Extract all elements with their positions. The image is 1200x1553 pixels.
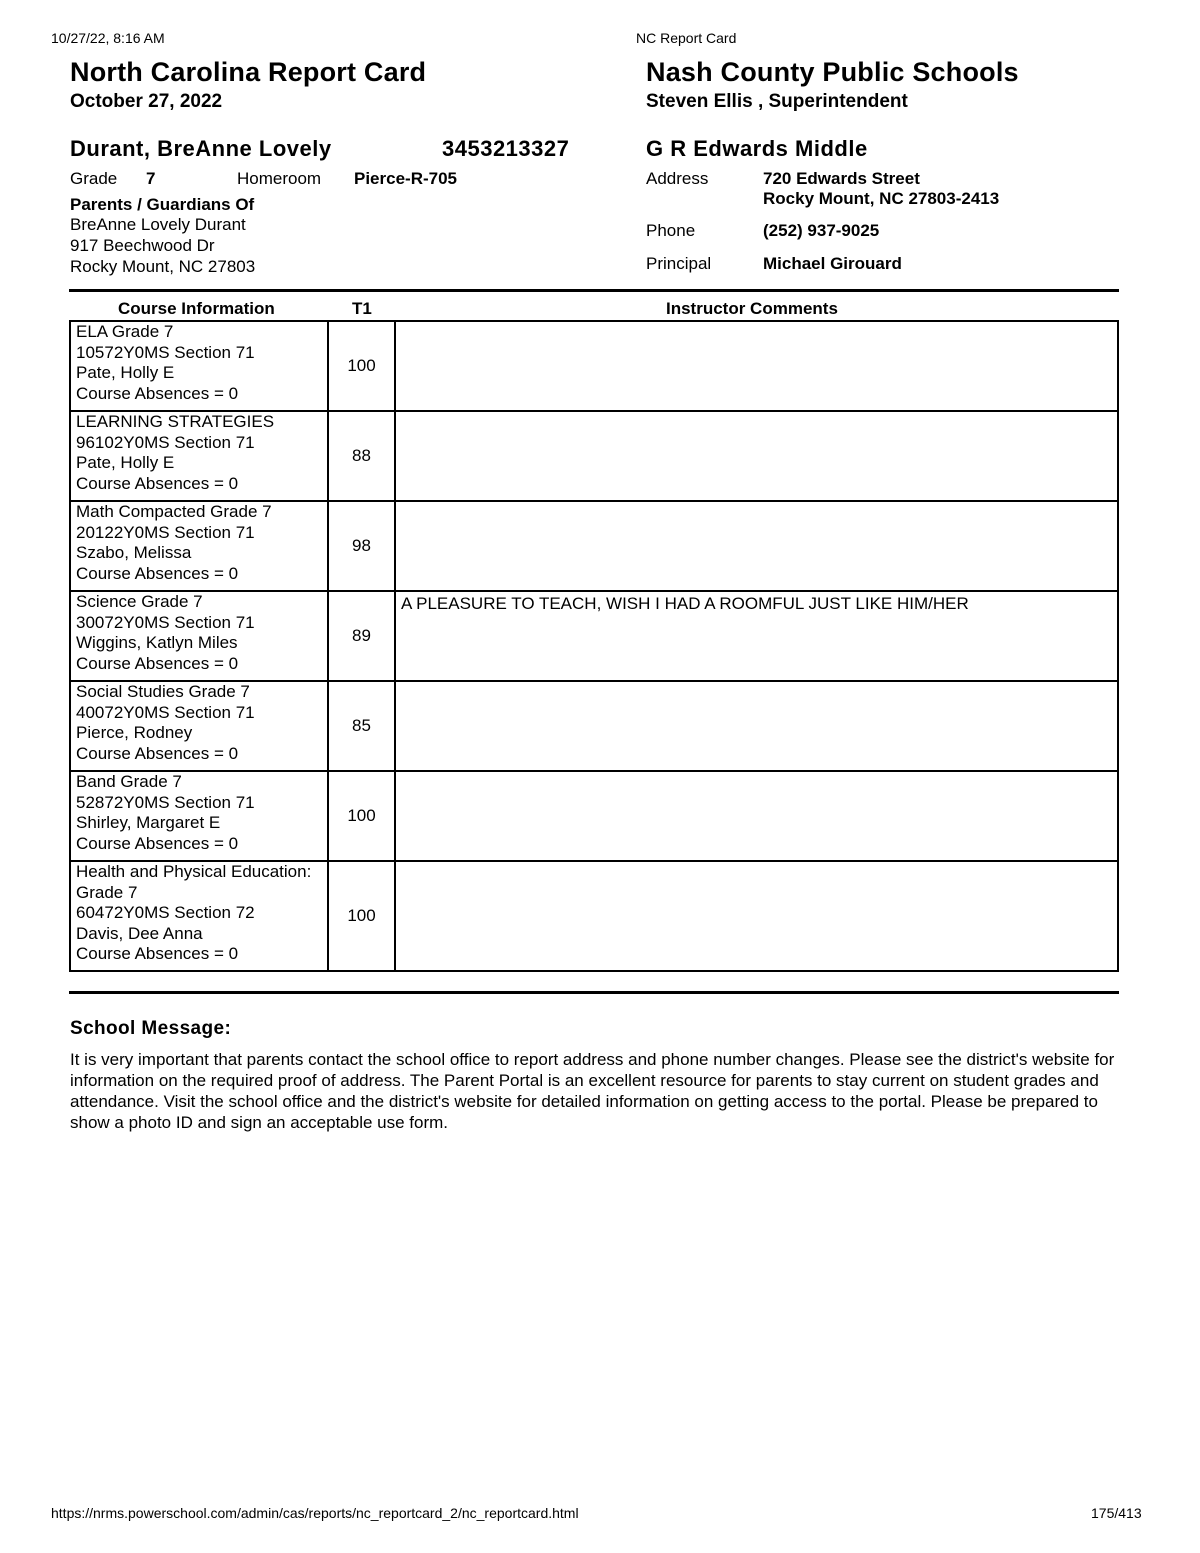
course-absences: Course Absences = 0	[76, 653, 239, 673]
col-header-comments: Instructor Comments	[666, 299, 838, 318]
course-info-cell	[70, 411, 328, 501]
report-date: October 27, 2022	[70, 91, 223, 112]
instructor-comment	[395, 411, 1118, 501]
print-datetime: 10/27/22, 8:16 AM	[51, 30, 165, 46]
header-divider	[69, 289, 1119, 292]
grade-value: 7	[146, 169, 156, 188]
instructor-comment	[395, 321, 1118, 411]
course-name: Band Grade 7	[76, 772, 182, 791]
table-row	[70, 411, 1118, 501]
print-page-number: 175/413	[1091, 1505, 1142, 1521]
instructor-comment	[395, 681, 1118, 771]
address-label: Address	[646, 169, 709, 188]
district-name: Nash County Public Schools	[646, 57, 1019, 87]
course-absences: Course Absences = 0	[76, 944, 239, 963]
t1-grade: 100	[328, 861, 395, 971]
course-section: 20122Y0MS Section 71	[76, 522, 255, 542]
course-table	[69, 320, 1119, 972]
course-teacher: Davis, Dee Anna	[76, 923, 203, 943]
course-info-cell	[70, 681, 328, 771]
course-section: 96102Y0MS Section 71	[76, 432, 255, 452]
school-phone: (252) 937-9025	[763, 221, 880, 240]
course-absences: Course Absences = 0	[76, 743, 239, 763]
phone-label: Phone	[646, 221, 696, 240]
course-info-cell	[70, 591, 328, 681]
course-section: 52872Y0MS Section 71	[76, 792, 255, 812]
course-info-cell	[70, 501, 328, 591]
parent-name: BreAnne Lovely Durant	[70, 215, 246, 234]
course-info-cell	[70, 321, 328, 411]
course-absences: Course Absences = 0	[76, 383, 239, 403]
superintendent: Steven Ellis , Superintendent	[646, 91, 908, 112]
t1-grade: 85	[328, 681, 395, 771]
parent-city: Rocky Mount, NC 27803	[70, 257, 256, 276]
instructor-comment	[395, 501, 1118, 591]
course-teacher: Szabo, Melissa	[76, 543, 192, 562]
course-name-cont: Grade 7	[76, 882, 138, 902]
principal-name: Michael Girouard	[763, 254, 902, 273]
course-name: Health and Physical Education:	[76, 862, 312, 881]
course-section: 40072Y0MS Section 71	[76, 702, 255, 722]
course-section: 30072Y0MS Section 71	[76, 612, 255, 632]
school-address-line2: Rocky Mount, NC 27803-2413	[763, 189, 1000, 208]
table-row	[70, 771, 1118, 861]
course-absences: Course Absences = 0	[76, 473, 239, 493]
course-info-cell	[70, 771, 328, 861]
grade-label: Grade	[70, 169, 118, 188]
homeroom-value: Pierce-R-705	[354, 169, 458, 188]
student-name: Durant, BreAnne Lovely	[70, 136, 332, 161]
course-section: 10572Y0MS Section 71	[76, 342, 255, 362]
course-section: 60472Y0MS Section 72	[76, 903, 255, 922]
t1-grade: 100	[328, 321, 395, 411]
course-name: Science Grade 7	[76, 592, 203, 611]
table-row	[70, 861, 1118, 971]
course-name: Math Compacted Grade 7	[76, 502, 272, 521]
table-row	[70, 681, 1118, 771]
table-bottom-divider	[69, 991, 1119, 994]
course-name: LEARNING STRATEGIES	[76, 412, 275, 431]
course-teacher: Pierce, Rodney	[76, 723, 193, 742]
print-page-title: NC Report Card	[636, 30, 737, 46]
table-row	[70, 321, 1118, 411]
table-row	[70, 591, 1118, 681]
school-message-body: It is very important that parents contact the school office to report address and phone number changes. Please see the district's website for information on the required proof of address. The Parent Portal is an excellent resource for parents to stay current on student grades and attendance. Visit the school office and the district's website for detailed information on getting access to the portal. Please be prepared to show a photo ID and sign an acceptable use form.	[70, 1050, 1115, 1132]
school-name: G R Edwards Middle	[646, 136, 868, 161]
t1-grade: 98	[328, 501, 395, 591]
course-absences: Course Absences = 0	[76, 563, 239, 583]
school-address-line1: 720 Edwards Street	[763, 169, 920, 188]
col-header-t1: T1	[352, 299, 372, 318]
parent-street: 917 Beechwood Dr	[70, 236, 215, 255]
course-teacher: Wiggins, Katlyn Miles	[76, 633, 238, 652]
homeroom-label: Homeroom	[237, 169, 322, 188]
course-teacher: Pate, Holly E	[76, 453, 175, 472]
t1-grade: 100	[328, 771, 395, 861]
print-url: https://nrms.powerschool.com/admin/cas/reports/nc_reportcard_2/nc_reportcard.html	[51, 1505, 579, 1521]
course-name: Social Studies Grade 7	[76, 682, 250, 701]
student-id: 3453213327	[442, 136, 570, 161]
principal-label: Principal	[646, 254, 712, 273]
table-row	[70, 501, 1118, 591]
parents-label: Parents / Guardians Of	[70, 195, 255, 214]
course-teacher: Shirley, Margaret E	[76, 813, 221, 832]
t1-grade: 88	[328, 411, 395, 501]
course-info-cell	[70, 861, 328, 971]
report-title: North Carolina Report Card	[70, 57, 427, 87]
col-header-course-info: Course Information	[118, 299, 275, 318]
instructor-comment	[395, 771, 1118, 861]
t1-grade: 89	[328, 591, 395, 681]
instructor-comment	[395, 861, 1118, 971]
course-absences: Course Absences = 0	[76, 833, 239, 853]
instructor-comment: A PLEASURE TO TEACH, WISH I HAD A ROOMFUL JUST LIKE HIM/HER	[395, 591, 1118, 681]
school-message-title: School Message:	[70, 1018, 232, 1039]
course-teacher: Pate, Holly E	[76, 363, 175, 382]
course-name: ELA Grade 7	[76, 322, 174, 341]
